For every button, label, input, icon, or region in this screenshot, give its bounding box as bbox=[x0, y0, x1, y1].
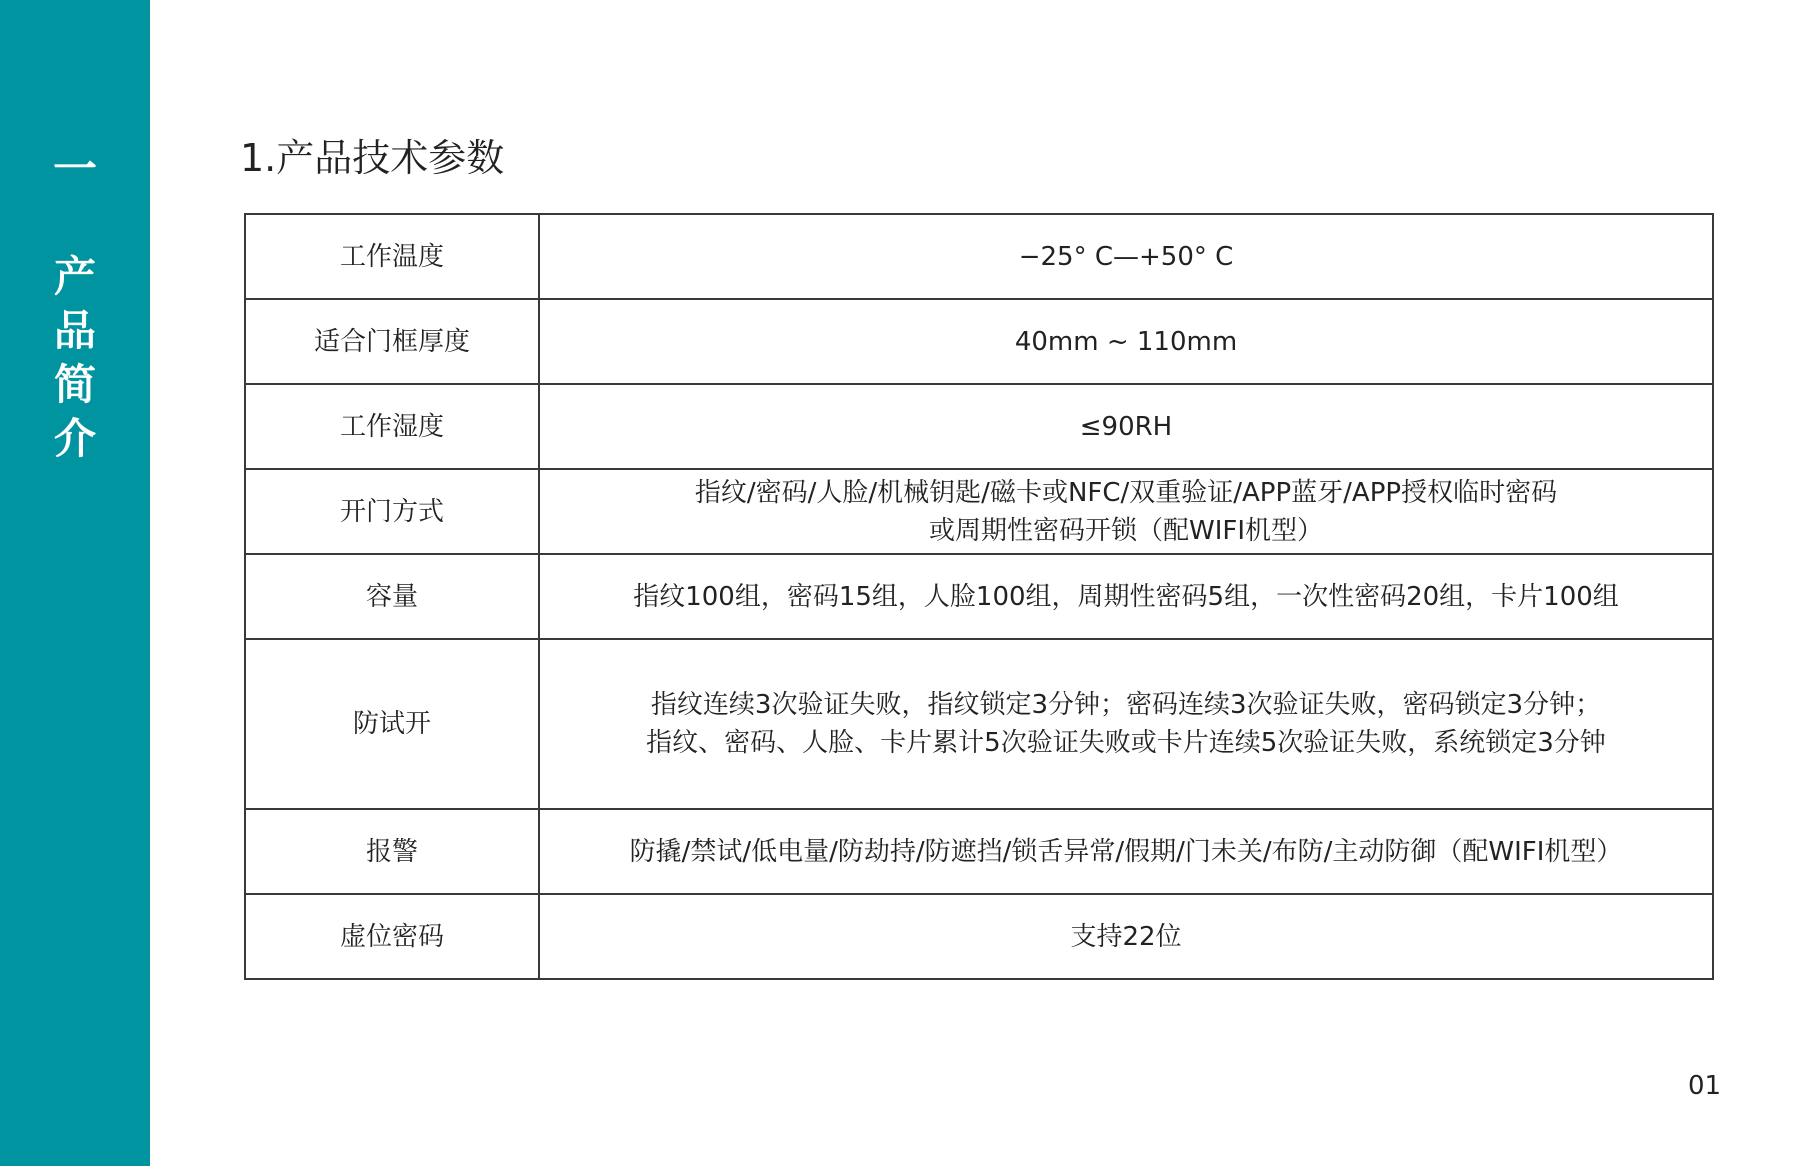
spec-value-line: 防撬/禁试/低电量/防劫持/防遮挡/锁舌异常/假期/门未关/布防/主动防御（配WIFI机型） bbox=[629, 836, 1623, 867]
spec-value bbox=[539, 299, 1713, 384]
spec-label: 适合门框厚度 bbox=[245, 299, 539, 384]
table-row bbox=[245, 299, 1713, 384]
spec-value bbox=[539, 809, 1713, 894]
chapter-title bbox=[0, 250, 150, 466]
spec-value-line: 指纹、密码、人脸、卡片累计5次验证失败或卡片连续5次验证失败，系统锁定3分钟 bbox=[646, 728, 1606, 758]
chapter-title-char: 产 bbox=[53, 252, 96, 301]
spec-value-line: 指纹100组，密码15组，人脸100组，周期性密码5组，一次性密码20组，卡片100组 bbox=[633, 581, 1619, 612]
spec-value bbox=[539, 554, 1713, 639]
table-row bbox=[245, 639, 1713, 809]
spec-label: 开门方式 bbox=[245, 469, 539, 554]
spec-label: 防试开 bbox=[245, 639, 539, 809]
spec-value bbox=[539, 639, 1713, 809]
spec-label: 虚位密码 bbox=[245, 894, 539, 979]
spec-value-line: 支持22位 bbox=[1070, 921, 1182, 952]
table-row bbox=[245, 469, 1713, 554]
chapter-number: 一 bbox=[53, 144, 97, 195]
spec-value-line: −25° C—+50° C bbox=[1018, 241, 1234, 272]
spec-table bbox=[244, 213, 1714, 980]
spec-value-line: 指纹连续3次验证失败，指纹锁定3分钟；密码连续3次验证失败，密码锁定3分钟； bbox=[650, 690, 1602, 720]
chapter-title-char: 品 bbox=[53, 306, 96, 355]
chapter-title-char: 介 bbox=[53, 414, 96, 463]
spec-label: 工作湿度 bbox=[245, 384, 539, 469]
spec-value-line: 40mm ~ 110mm bbox=[1014, 326, 1238, 357]
spec-value bbox=[539, 384, 1713, 469]
sidebar bbox=[0, 0, 150, 1166]
table-row bbox=[245, 554, 1713, 639]
spec-label: 工作温度 bbox=[245, 214, 539, 299]
spec-value bbox=[539, 469, 1713, 554]
spec-value-line: ≤90RH bbox=[1079, 411, 1173, 442]
spec-label: 报警 bbox=[245, 809, 539, 894]
table-row bbox=[245, 214, 1713, 299]
spec-value bbox=[539, 214, 1713, 299]
page-number: 01 bbox=[1688, 1071, 1722, 1101]
spec-value-line: 或周期性密码开锁（配WIFI机型） bbox=[929, 515, 1323, 546]
section-heading: 1.产品技术参数 bbox=[240, 136, 505, 180]
spec-label: 容量 bbox=[245, 554, 539, 639]
chapter-title-char: 简 bbox=[53, 360, 96, 409]
table-row bbox=[245, 894, 1713, 979]
table-row bbox=[245, 809, 1713, 894]
table-row bbox=[245, 384, 1713, 469]
spec-value-line: 指纹/密码/人脸/机械钥匙/磁卡或NFC/双重验证/APP蓝牙/APP授权临时密码 bbox=[694, 477, 1558, 508]
spec-value bbox=[539, 894, 1713, 979]
